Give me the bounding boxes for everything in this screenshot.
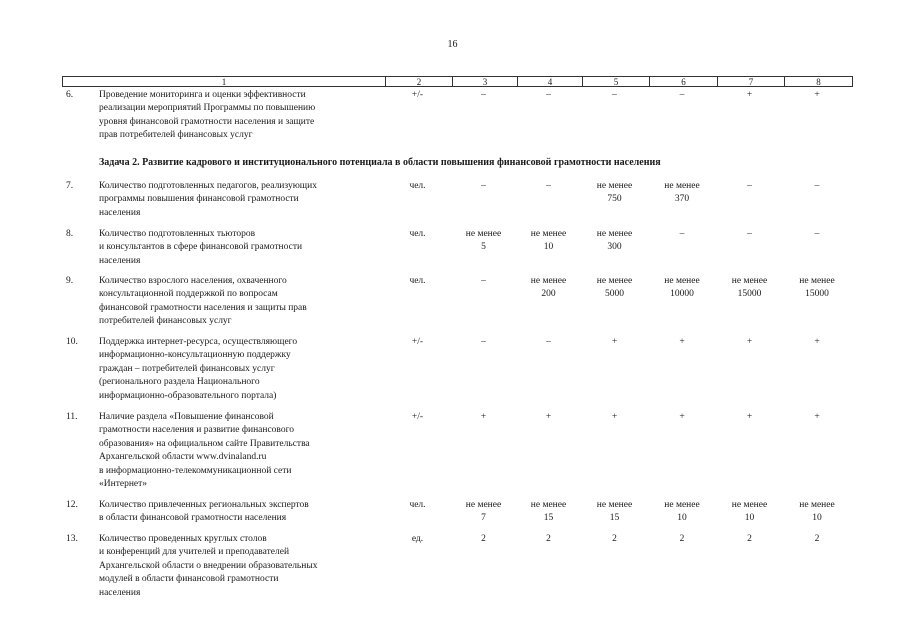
header-cell-4: 4 (517, 77, 582, 87)
row-cell: не менее 370 (664, 181, 700, 205)
row-cell: 2 (747, 534, 752, 544)
row-cell: + (746, 337, 753, 347)
task-heading: Задача 2. Развитие кадрового и институционального потенциала в области повышения финансовой грамотности населения (99, 157, 661, 168)
header-cell-6: 6 (649, 77, 717, 87)
row-cell: + (814, 90, 820, 100)
row-cell: + (679, 412, 685, 422)
row-cell: + (679, 337, 685, 347)
row-cell: – (747, 181, 752, 191)
row-cell: 2 (814, 534, 820, 544)
row-cell: – (481, 276, 486, 286)
row-cell: чел. (409, 276, 426, 286)
row-cell: + (814, 337, 820, 347)
header-cell-8: 8 (784, 77, 852, 87)
row-cell: не менее 10000 (664, 276, 700, 300)
row-number: 12. (66, 500, 78, 510)
row-cell: + (746, 412, 753, 422)
row-cell: не менее 300 (596, 229, 633, 253)
row-cell: не менее 10 (664, 500, 700, 524)
row-cell: + (545, 412, 552, 422)
header-cell-5: 5 (582, 77, 649, 87)
row-cell: чел. (409, 181, 426, 191)
row-description: Количество привлеченных региональных экспертов в области финансовой грамотности населения (99, 500, 309, 524)
page-number: 16 (447, 39, 458, 50)
row-cell: – (546, 181, 551, 191)
row-cell: – (546, 90, 551, 100)
row-number: 8. (66, 229, 74, 239)
row-description: Наличие раздела «Повышение финансовой грамотности населения и развитие финансового образования» на официальном сайте Правительства Архангельской области www.dvinaland.ru в информационно-телекоммуникационной сети «Интернет» (99, 412, 310, 490)
row-cell: – (481, 337, 486, 347)
row-cell: + (814, 412, 820, 422)
row-description: Количество проведенных круглых столов и конференций для учителей и преподавателей Архангельской области о внедрении образовательных модулей в области финансовой грамотности населения (99, 534, 318, 598)
row-number: 6. (66, 90, 74, 100)
row-cell: не менее 200 (530, 276, 567, 300)
row-number: 7. (66, 181, 74, 191)
row-cell: – (481, 90, 486, 100)
row-description: Поддержка интернет-ресурса, осуществляющего информационно-консультационную поддержку граждан – потребителей финансовых услуг (регионального раздела Национального информационно-образовательного портала) (99, 337, 298, 401)
header-cell-7: 7 (717, 77, 784, 87)
row-number: 13. (66, 534, 78, 544)
row-cell: не менее 10 (799, 500, 835, 524)
table-header-row (62, 76, 853, 87)
row-cell: не менее 10 (731, 500, 768, 524)
row-cell: не менее 15 (530, 500, 567, 524)
row-cell: + (611, 337, 618, 347)
row-cell: + (746, 90, 753, 100)
row-cell: – (814, 181, 820, 191)
row-cell: чел. (409, 229, 426, 239)
row-description: Проведение мониторинга и оценки эффективности реализации мероприятий Программы по повышению уровня финансовой грамотности населения и защите прав потребителей финансовых услуг (99, 90, 316, 141)
row-cell: ед. (411, 534, 424, 544)
row-cell: не менее 15000 (799, 276, 835, 300)
row-cell: не менее 10 (530, 229, 567, 253)
row-cell: – (546, 337, 551, 347)
row-cell: – (612, 90, 617, 100)
row-cell: 2 (612, 534, 617, 544)
row-cell: не менее 7 (465, 500, 502, 524)
header-cell-2: 2 (385, 77, 452, 87)
row-cell: +/- (411, 90, 424, 100)
row-description: Количество подготовленных педагогов, реализующих программы повышения финансовой грамотности населения (99, 181, 317, 218)
row-description: Количество подготовленных тьюторов и консультантов в сфере финансовой грамотности населения (99, 229, 303, 266)
header-cell-3: 3 (452, 77, 517, 87)
row-number: 11. (66, 412, 78, 422)
row-cell: не менее 15 (596, 500, 633, 524)
row-cell: чел. (409, 500, 426, 510)
header-cell-1: 1 (221, 77, 227, 87)
row-cell: – (747, 229, 752, 239)
row-cell: – (481, 181, 486, 191)
row-cell: – (679, 229, 685, 239)
row-cell: +/- (411, 412, 424, 422)
row-cell: 2 (546, 534, 551, 544)
row-cell: +/- (411, 337, 424, 347)
row-cell: не менее 750 (596, 181, 633, 205)
row-cell: + (611, 412, 618, 422)
row-cell: не менее 5000 (596, 276, 633, 300)
row-cell: 2 (481, 534, 486, 544)
row-cell: не менее 15000 (731, 276, 768, 300)
row-cell: 2 (679, 534, 685, 544)
row-cell: – (679, 90, 685, 100)
row-number: 10. (66, 337, 78, 347)
row-cell: – (814, 229, 820, 239)
row-cell: не менее 5 (465, 229, 502, 253)
row-number: 9. (66, 276, 74, 286)
row-cell: + (480, 412, 487, 422)
row-description: Количество взрослого населения, охваченного консультационной поддержкой по вопросам финансовой грамотности населения и защиты прав потребителей финансовых услуг (99, 276, 307, 327)
